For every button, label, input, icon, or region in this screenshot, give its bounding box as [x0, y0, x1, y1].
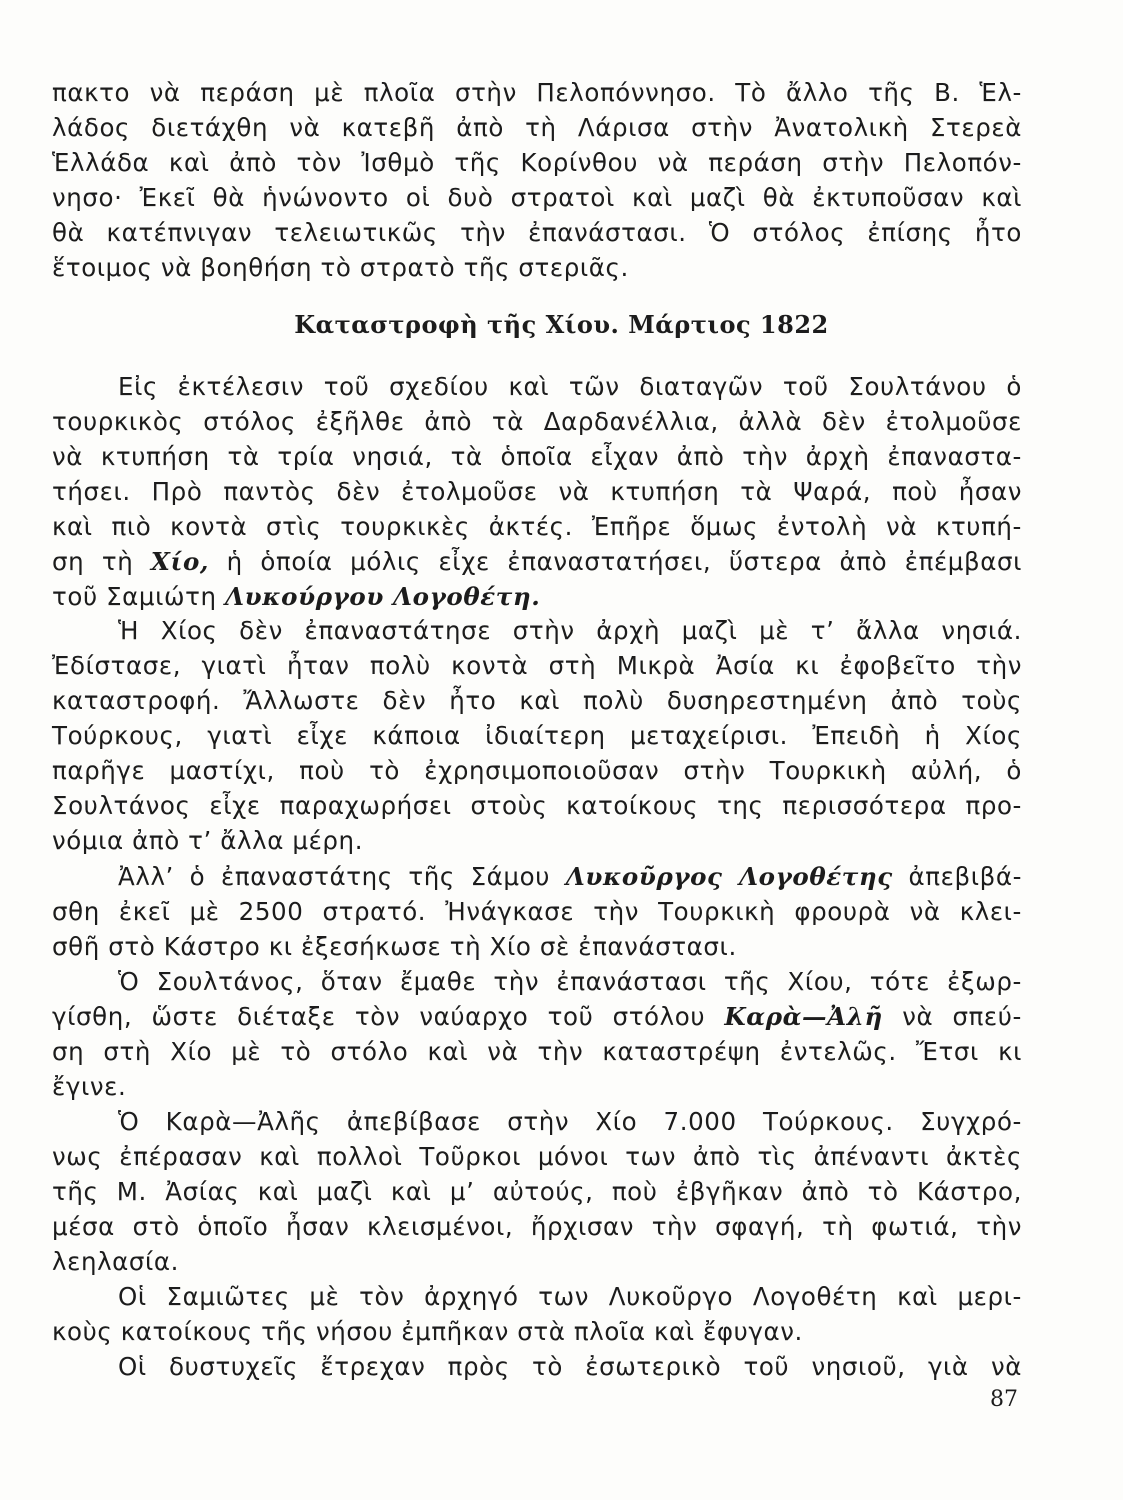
- text-segment: ση τὴ: [52, 547, 134, 576]
- text-line: Σουλτάνος εἶχε παραχωρήσει στοὺς κατοίκους της περισσότερα προ-: [52, 791, 1022, 820]
- text-segment: νὰ σπεύ-: [902, 1002, 1022, 1031]
- text-line: σθη ἐκεῖ μὲ 2500 στρατό. Ἠνάγκασε τὴν Τουρκικὴ φρουρὰ νὰ κλει-: [52, 897, 1022, 926]
- text-segment: ἀπεβιβά-: [908, 862, 1023, 891]
- text-line: Ὁ Σουλτάνος, ὅταν ἔμαθε τὴν ἐπανάστασι τῆς Χίου, τότε ἐξωρ-: [118, 967, 1022, 996]
- text-line: Οἱ Σαμιῶτες μὲ τὸν ἀρχηγό των Λυκοῦργο Λογοθέτη καὶ μερι-: [118, 1282, 1022, 1311]
- text-line: [118, 860, 1022, 894]
- text-line: νησο· Ἐκεῖ θὰ ἡνώνοντο οἱ δυὸ στρατοὶ καὶ μαζὶ θὰ ἐκτυποῦσαν καὶ: [52, 183, 1022, 212]
- text-line: τουρκικὸς στόλος ἐξῆλθε ἀπὸ τὰ Δαρδανέλλια, ἀλλὰ δὲν ἐτολμοῦσε: [52, 407, 1022, 436]
- text-line: θὰ κατέπνιγαν τελειωτικῶς τὴν ἐπανάστασι. Ὁ στόλος ἐπίσης ἦτο: [52, 218, 1022, 247]
- text-line: νόμια ἀπὸ τ’ ἄλλα μέρη.: [52, 826, 364, 855]
- text-line: Ἑλλάδα καὶ ἀπὸ τὸν Ἰσθμὸ τῆς Κορίνθου νὰ περάση στὴν Πελοπόν-: [52, 148, 1022, 177]
- text-line: σθῆ στὸ Κάστρο κι ἐξεσήκωσε τὴ Χίο σὲ ἐπανάστασι.: [52, 932, 737, 961]
- text-line: [52, 1000, 1022, 1034]
- text-line: καταστροφή. Ἄλλωστε δὲν ἦτο καὶ πολὺ δυσηρεστημένη ἀπὸ τοὺς: [52, 686, 1022, 715]
- text-segment: γίσθη, ὥστε διέταξε τὸν ναύαρχο τοῦ στόλου: [52, 1002, 706, 1031]
- text-line: παρῆγε μαστίχι, ποὺ τὸ ἐχρησιμοποιοῦσαν στὴν Τουρκικὴ αὐλή, ὁ: [52, 756, 1022, 785]
- text-line: λεηλασία.: [52, 1247, 180, 1276]
- text-line: ση στὴ Χίο μὲ τὸ στόλο καὶ νὰ τὴν καταστρέψη ἐντελῶς. Ἔτσι κι: [52, 1037, 1022, 1066]
- text-line: νως ἐπέρασαν καὶ πολλοὶ Τοῦρκοι μόνοι των ἀπὸ τὶς ἀπέναντι ἀκτὲς: [52, 1142, 1022, 1171]
- text-line: μέσα στὸ ὁποῖο ἦσαν κλεισμένοι, ἤρχισαν τὴν σφαγή, τὴ φωτιά, τὴν: [52, 1212, 1022, 1241]
- text-line: ἔγινε.: [52, 1072, 127, 1101]
- text-line: [52, 580, 1022, 614]
- text-line: Ἐδίστασε, γιατὶ ἦταν πολὺ κοντὰ στὴ Μικρὰ Ἀσία κι ἐφοβεῖτο τὴν: [52, 651, 1022, 680]
- text-line: καὶ πιὸ κοντὰ στὶς τουρκικὲς ἀκτές. Ἐπῆρε ὅμως ἐντολὴ νὰ κτυπή-: [52, 512, 1022, 541]
- emphasized-name: Χίο,: [150, 547, 210, 576]
- page-number: 87: [990, 1387, 1018, 1412]
- text-line: κοὺς κατοίκους τῆς νήσου ἐμπῆκαν στὰ πλοῖα καὶ ἔφυγαν.: [52, 1317, 803, 1346]
- text-line: Εἰς ἐκτέλεσιν τοῦ σχεδίου καὶ τῶν διαταγῶν τοῦ Σουλτάνου ὁ: [118, 372, 1022, 401]
- text-line: τῆς Μ. Ἀσίας καὶ μαζὶ καὶ μ’ αὐτούς, ποὺ ἐβγῆκαν ἀπὸ τὸ Κάστρο,: [52, 1177, 1022, 1206]
- text-segment: τοῦ Σαμιώτη: [52, 582, 217, 611]
- text-line: [52, 545, 1022, 579]
- text-segment: Ἀλλ’ ὁ ἐπαναστάτης τῆς Σάμου: [118, 862, 550, 891]
- emphasized-name: Καρὰ—Ἀλῆ: [724, 1002, 883, 1031]
- text-line: νὰ κτυπήση τὰ τρία νησιά, τὰ ὁποῖα εἶχαν ἀπὸ τὴν ἀρχὴ ἐπαναστα-: [52, 442, 1022, 471]
- emphasized-name: Λυκοῦργος Λογοθέτης: [565, 862, 893, 891]
- text-line: λάδος διετάχθη νὰ κατεβῆ ἀπὸ τὴ Λάρισα στὴν Ἀνατολικὴ Στερεὰ: [52, 113, 1022, 142]
- text-line: ἕτοιμος νὰ βοηθήση τὸ στρατὸ τῆς στεριᾶς.: [52, 253, 629, 282]
- emphasized-name: Λυκούργου Λογοθέτη.: [225, 582, 541, 611]
- section-heading: Καταστροφὴ τῆς Χίου. Μάρτιος 1822: [294, 310, 829, 339]
- text-line: τήσει. Πρὸ παντὸς δὲν ἐτολμοῦσε νὰ κτυπήση τὰ Ψαρά, ποὺ ἦσαν: [52, 477, 1022, 506]
- text-line: Ἡ Χίος δὲν ἐπαναστάτησε στὴν ἀρχὴ μαζὶ μὲ τ’ ἄλλα νησιά.: [118, 616, 1022, 645]
- text-line: Τούρκους, γιατὶ εἶχε κάποια ἰδιαίτερη μεταχείρισι. Ἐπειδὴ ἡ Χίος: [52, 721, 1022, 750]
- text-line: Ὁ Καρὰ—Ἀλῆς ἀπεβίβασε στὴν Χίο 7.000 Τούρκους. Συγχρό-: [118, 1107, 1022, 1136]
- text-line: Οἱ δυστυχεῖς ἔτρεχαν πρὸς τὸ ἐσωτερικὸ τοῦ νησιοῦ, γιὰ νὰ: [118, 1352, 1022, 1381]
- text-segment: ἡ ὁποία μόλις εἶχε ἐπαναστατήσει, ὕστερα ἀπὸ ἐπέμβασι: [226, 547, 1023, 576]
- text-line: πακτο νὰ περάση μὲ πλοῖα στὴν Πελοπόννησο. Τὸ ἄλλο τῆς Β. Ἑλ-: [52, 78, 1022, 107]
